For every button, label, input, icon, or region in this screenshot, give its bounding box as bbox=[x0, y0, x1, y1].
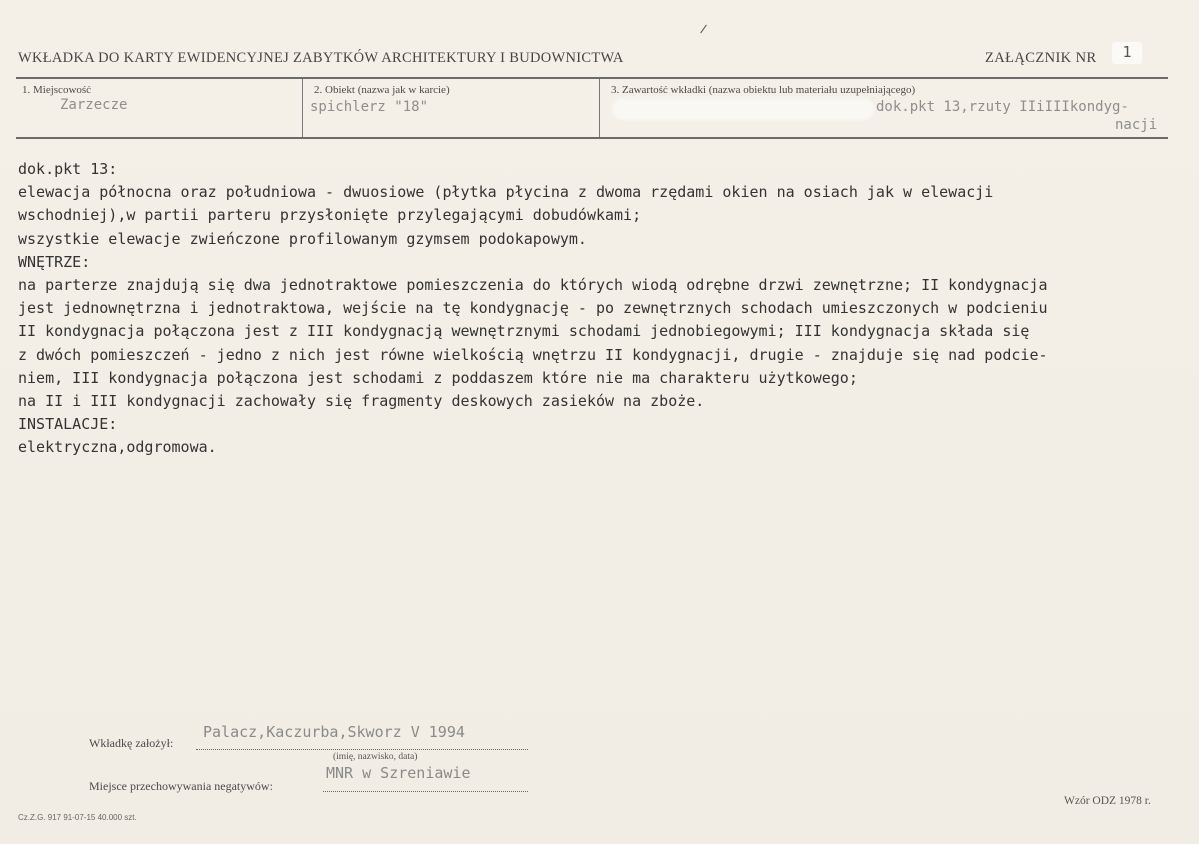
contents-value-line-2: nacji bbox=[1115, 117, 1158, 133]
contents-value-line-1: dok.pkt 13,rzuty IIiIIIkondyg- bbox=[876, 99, 1129, 115]
form-title: WKŁADKA DO KARTY EWIDENCYJNEJ ZABYTKÓW ARCHITEKTURY I BUDOWNICTWA bbox=[18, 50, 624, 66]
form-model: Wzór ODZ 1978 r. bbox=[1064, 795, 1151, 807]
header-top-rule bbox=[16, 77, 1168, 79]
description-line: elektryczna,odgromowa. bbox=[18, 438, 217, 457]
description-line: wszystkie elewacje zwieńczone profilowanym gzymsem podokapowym. bbox=[18, 229, 587, 248]
author-label: Wkładkę założył: bbox=[89, 736, 174, 750]
description-line: niem, III kondygnacja połączona jest schodami z poddaszem które nie ma charakteru użytkowego; bbox=[18, 368, 858, 387]
annex-number: 1 bbox=[1112, 42, 1142, 64]
locality-value: Zarzecze bbox=[60, 97, 128, 113]
description-line: dok.pkt 13: bbox=[18, 160, 118, 178]
description-line: WNĘTRZE: bbox=[18, 252, 91, 271]
print-info: Cz.Z.G. 917 91-07-15 40.000 szt. bbox=[18, 813, 137, 822]
description-line: na II i III kondygnacji zachowały się fragmenty deskowych zasieków na zboże. bbox=[18, 391, 705, 410]
author-value: Palacz,Kaczurba,Skworz V 1994 bbox=[203, 723, 465, 741]
description-line: jest jednownętrzna i jednotraktowa, wejście na tę kondygnację - po zewnętrznych schodach umieszczonych w podcieniu bbox=[18, 299, 1048, 318]
description-text bbox=[18, 158, 1048, 459]
description-line: II kondygnacja połączona jest z III kondygnacją wewnętrznymi schodami jednobiegowymi; III kondygnacja składa się bbox=[18, 322, 1030, 341]
storage-value: MNR w Szreniawie bbox=[326, 764, 471, 782]
locality-label: 1. Miejscowość bbox=[22, 84, 92, 96]
author-line bbox=[196, 749, 528, 750]
pen-tick-mark bbox=[700, 25, 707, 34]
field-divider-1 bbox=[302, 79, 303, 137]
description-line: elewacja północna oraz południowa - dwuosiowe (płytka płycina z dwoma rzędami okien na osiach jak w elewacji bbox=[18, 183, 994, 202]
description-line: wschodniej),w partii parteru przysłonięte przylegającymi dobudówkami; bbox=[18, 206, 642, 225]
description-line: na parterze znajdują się dwa jednotraktowe pomieszczenia do których wiodą odrębne drzwi zewnętrzne; II kondygnacja bbox=[18, 275, 1048, 294]
author-caption: (imię, nazwisko, data) bbox=[333, 752, 418, 762]
description-line: INSTALACJE: bbox=[18, 415, 118, 434]
object-value: spichlerz "18" bbox=[310, 99, 429, 115]
contents-label: 3. Zawartość wkładki (nazwa obiektu lub materiału uzupełniającego) bbox=[611, 84, 916, 96]
header-bottom-rule bbox=[16, 137, 1168, 139]
object-label: 2. Obiekt (nazwa jak w karcie) bbox=[314, 84, 450, 96]
storage-label: Miejsce przechowywania negatywów: bbox=[89, 779, 273, 793]
annex-label: ZAŁĄCZNIK NR bbox=[985, 50, 1097, 66]
description-line: z dwóch pomieszczeń - jedno z nich jest równe wielkością wnętrzu II kondygnacji, drugie - znajduje się nad podcie- bbox=[18, 345, 1048, 364]
field-divider-2 bbox=[599, 79, 600, 137]
storage-line bbox=[323, 791, 528, 792]
redaction-mark bbox=[612, 98, 874, 120]
